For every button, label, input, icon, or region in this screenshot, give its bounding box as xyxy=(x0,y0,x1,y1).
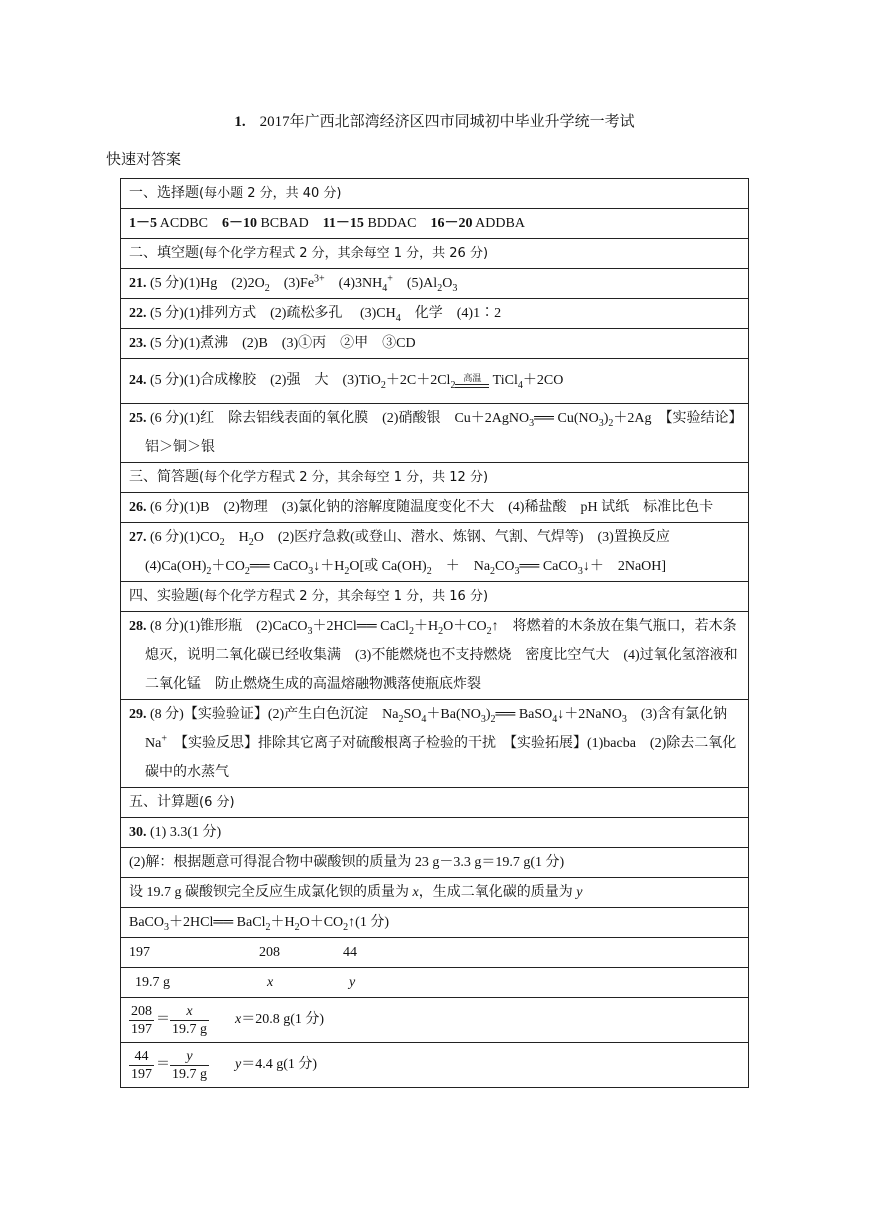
q30-values: 19.7 g x y xyxy=(121,968,749,998)
title-text: 2017年广西北部湾经济区四市同城初中毕业升学统一考试 xyxy=(259,114,635,130)
q30-ratio-y: $\frac{44}{197}$ ＝ $\frac{y}{19.7 g}$ y＝4.4 g(1 分) xyxy=(121,1043,749,1088)
q28-row xyxy=(121,612,749,700)
q23-row xyxy=(121,329,749,359)
q30-setup: 设 19.7 g 碳酸钡完全反应生成氯化钡的质量为 x，生成二氧化碳的质量为 y xyxy=(121,878,749,908)
q22-answer: 22. (5 分)(1)排列方式 (2)疏松多孔 $(3)CH_4$ 化学 (4)1∶2 xyxy=(121,299,749,329)
section-header: 五、计算题(6 分) xyxy=(121,788,749,818)
q30-values-row xyxy=(121,968,749,998)
q30-equation-row xyxy=(121,908,749,938)
q30-equation: BaCO$_3$＋2HCl══ $BaCl_2+H_2O+CO_2↑(1$ 分) xyxy=(121,908,749,938)
q26-row xyxy=(121,493,749,523)
section-header: 四、实验题(每个化学方程式 2 分，其余每空 1 分，共 16 分) xyxy=(121,582,749,612)
choice-answers: 1－5 ACDBC 6－10 BCBAD 11－15 BDDAC 16－20 ADDBA xyxy=(121,209,749,239)
q30-setup-row xyxy=(121,878,749,908)
section-1-row xyxy=(121,179,749,209)
q27-answer: 27. (6 分)$(1)CO_2$ $H_2O$ (2)医疗急救(或登山、潜水、炼钢、气割、气焊等) (3)置换反应 $(4)Ca(OH)_2+CO_2══$ $CaCO_3↓+H_2O$[或 $Ca(OH)_2$ ＋ $Na_2CO_3══$ CaCO$_3$↓＋ 2NaOH] xyxy=(121,523,749,582)
choice-answers-row xyxy=(121,209,749,239)
q23-answer: 23. (5 分)(1)煮沸 (2)B (3)①丙 ②甲 ③CD xyxy=(121,329,749,359)
q25-row xyxy=(121,404,749,463)
q30-molar-masses: 197 208 44 xyxy=(121,938,749,968)
q30-mass-row xyxy=(121,938,749,968)
q30-part2: (2)解：根据题意可得混合物中碳酸钡的质量为 23 g－3.3 g＝19.7 g(1 分) xyxy=(121,848,749,878)
section-4-row xyxy=(121,582,749,612)
q24-row xyxy=(121,359,749,404)
title-number: 1. xyxy=(234,114,246,130)
q24-answer: 24. (5 分)(1)合成橡胶 (2)强 大 $(3)TiO_2+2C+2Cl_2$ 高温 TiCl$_4$＋2CO xyxy=(121,359,749,404)
reaction-condition: 高温 xyxy=(455,373,489,388)
q27-row xyxy=(121,523,749,582)
section-header: 三、简答题(每个化学方程式 2 分，其余每空 1 分，共 12 分) xyxy=(121,463,749,493)
q30-part2-row xyxy=(121,848,749,878)
q21-row xyxy=(121,269,749,299)
q30-part1: 30. (1) 3.3(1 分) xyxy=(121,818,749,848)
document-title xyxy=(0,110,869,131)
q30-part1-row xyxy=(121,818,749,848)
q29-row xyxy=(121,700,749,788)
q26-answer: 26. (6 分)(1)B (2)物理 (3)氯化钠的溶解度随温度变化不大 (4)稀盐酸 pH 试纸 标准比色卡 xyxy=(121,493,749,523)
q28-answer: 28. (8 分)(1)锥形瓶 (2)CaCO$_3$＋2HCl══ $CaCl_2+H_2O+CO_2↑$ 将燃着的木条放在集气瓶口，若木条熄灭，说明二氧化碳已经收集满 (3)不能燃烧也不支持燃烧 密度比空气大 (4)过氧化氢溶液和二氧化锰 防止燃烧生成的高温熔融物溅落使瓶底炸裂 xyxy=(121,612,749,700)
section-header: 二、填空题(每个化学方程式 2 分，其余每空 1 分，共 26 分) xyxy=(121,239,749,269)
answer-table xyxy=(120,178,749,1088)
section-5-row xyxy=(121,788,749,818)
q25-answer: 25. (6 分)(1)红 除去铝线表面的氧化膜 (2)硝酸银 Cu＋2AgNO$_3$══ $Cu(NO_3)_2+2Ag$ 【实验结论】铝＞铜＞银 xyxy=(121,404,749,463)
section-2-row xyxy=(121,239,749,269)
q21-answer: 21. (5 分)(1)Hg $(2)2O_2$ $(3)Fe^{3+}$ $(4)3NH_4^+$ $(5)Al_2O_3$ xyxy=(121,269,749,299)
subtitle: 快速对答案 xyxy=(106,150,182,168)
q30-ratio-x-row xyxy=(121,998,749,1043)
section-3-row xyxy=(121,463,749,493)
q29-answer: 29. (8 分)【实验验证】(2)产生白色沉淀 $Na_2SO_4+Ba(NO_3)_2══$ BaSO$_4$↓＋2NaNO$_3$ (3)含有氯化钠 Na+ 【实验反思】排除其它离子对硫酸根离子检验的干扰 【实验拓展】(1)bacba (2)除去二氧化碳中的水蒸气 xyxy=(121,700,749,788)
section-header: 一、选择题(每小题 2 分，共 40 分) xyxy=(121,179,749,209)
q22-row xyxy=(121,299,749,329)
q30-ratio-x: $\frac{208}{197}$ ＝ $\frac{x}{19.7 g}$ x＝20.8 g(1 分) xyxy=(121,998,749,1043)
q30-ratio-y-row xyxy=(121,1043,749,1088)
